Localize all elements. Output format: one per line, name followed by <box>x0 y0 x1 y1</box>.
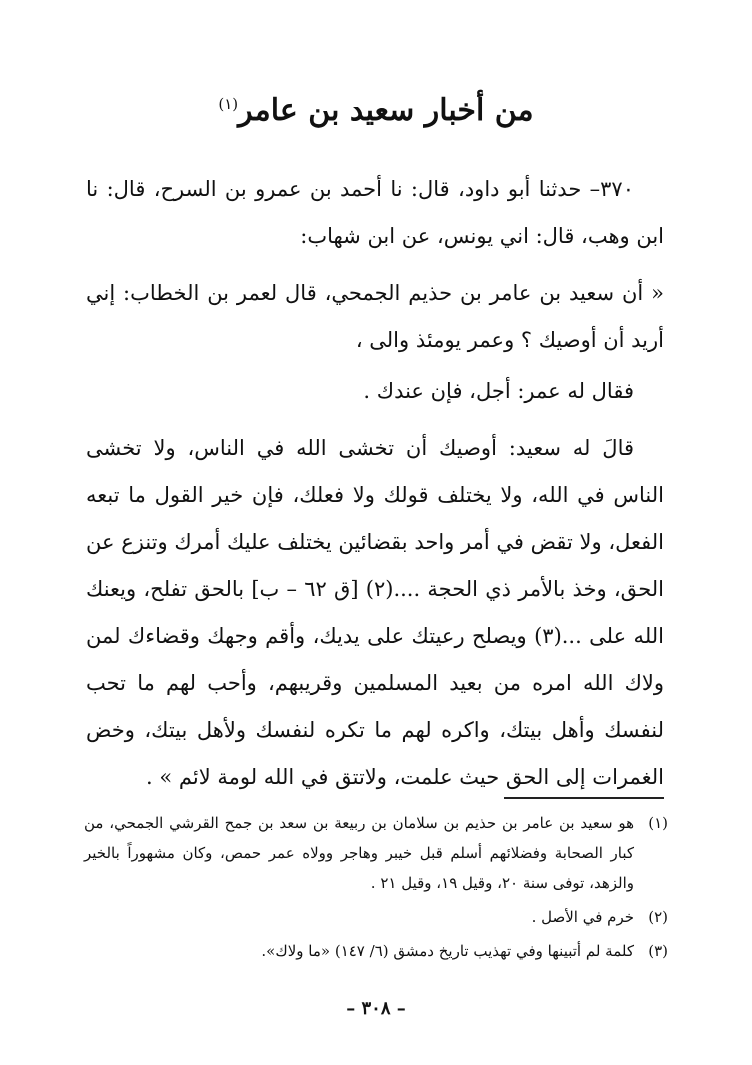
main-text <box>86 166 664 811</box>
hadith-isnad-paragraph: ٣٧٠– حدثنا أبو داود، قال: نا أحمد بن عمرو بن السرح، قال: نا ابن وهب، قال: اني يونس، عن ابن شهاب: <box>86 177 664 248</box>
title-text: من أخبار سعيد بن عامر <box>238 93 534 128</box>
footnote-text: كلمة لم أتبينها وفي تهذيب تاريخ دمشق (٦/ ١٤٧) «ما ولاك». <box>261 942 634 960</box>
footnote-text: هو سعيد بن عامر بن حذيم بن سلامان بن ربيعة بن سعد بن جمح القرشي الجمحي، من كبار الصحابة وفضلائهم أسلم قبل خيبر وهاجر وولاه عمر حمص، وكان مشهوراً بالخير والزهد، توفى سنة ٢٠، وقيل ١٩، وقيل ٢١ . <box>84 814 634 892</box>
footnote-text: خرم في الأصل . <box>531 908 634 926</box>
page-title <box>0 82 752 133</box>
footnote-3 <box>84 936 668 966</box>
footnote-number: (٢) <box>648 908 668 926</box>
hadith-opening-paragraph: « أن سعيد بن عامر بن حذيم الجمحي، قال لعمر بن الخطاب: إني أريد أن أوصيك ؟ وعمر يومئذ والى ، <box>86 281 664 352</box>
footnote-divider <box>504 797 664 799</box>
footnote-number: (٣) <box>648 942 668 960</box>
page-number: – ٣٠٨ – <box>346 998 406 1019</box>
footnote-2 <box>84 902 668 932</box>
footnote-1 <box>84 808 668 898</box>
umar-reply-paragraph: فقال له عمر: أجل، فإن عندك . <box>363 379 634 403</box>
footnote-number: (١) <box>648 814 668 832</box>
advice-paragraph: قالَ له سعيد: أوصيك أن تخشى الله في الناس، ولا تخشى الناس في الله، ولا يختلف قولك ولا فعلك، فإن خير القول ما تبعه الفعل، ولا تقض في أمر واحد بقضائين يختلف عليك أمرك وتنزع عن الحق، وخذ بالأمر ذي الحجة ....(٢) [ق ٦٢ – ب] بالحق تفلح، ويعنك الله على ...(٣) ويصلح رعيتك على يديك، وأقم وجهك وقضاءك لمن ولاك الله امره من بعيد المسلمين وقريبهم، وأحب لهم ما تحب لنفسك وأهل بيتك، واكره لهم ما تكره لنفسك ولأهل بيتك، وخض الغمرات إلى الحق حيث علمت، ولاتتق في الله لومة لائم » . <box>86 436 665 789</box>
title-footnote-ref: (١) <box>218 95 239 113</box>
footnotes <box>84 808 668 970</box>
